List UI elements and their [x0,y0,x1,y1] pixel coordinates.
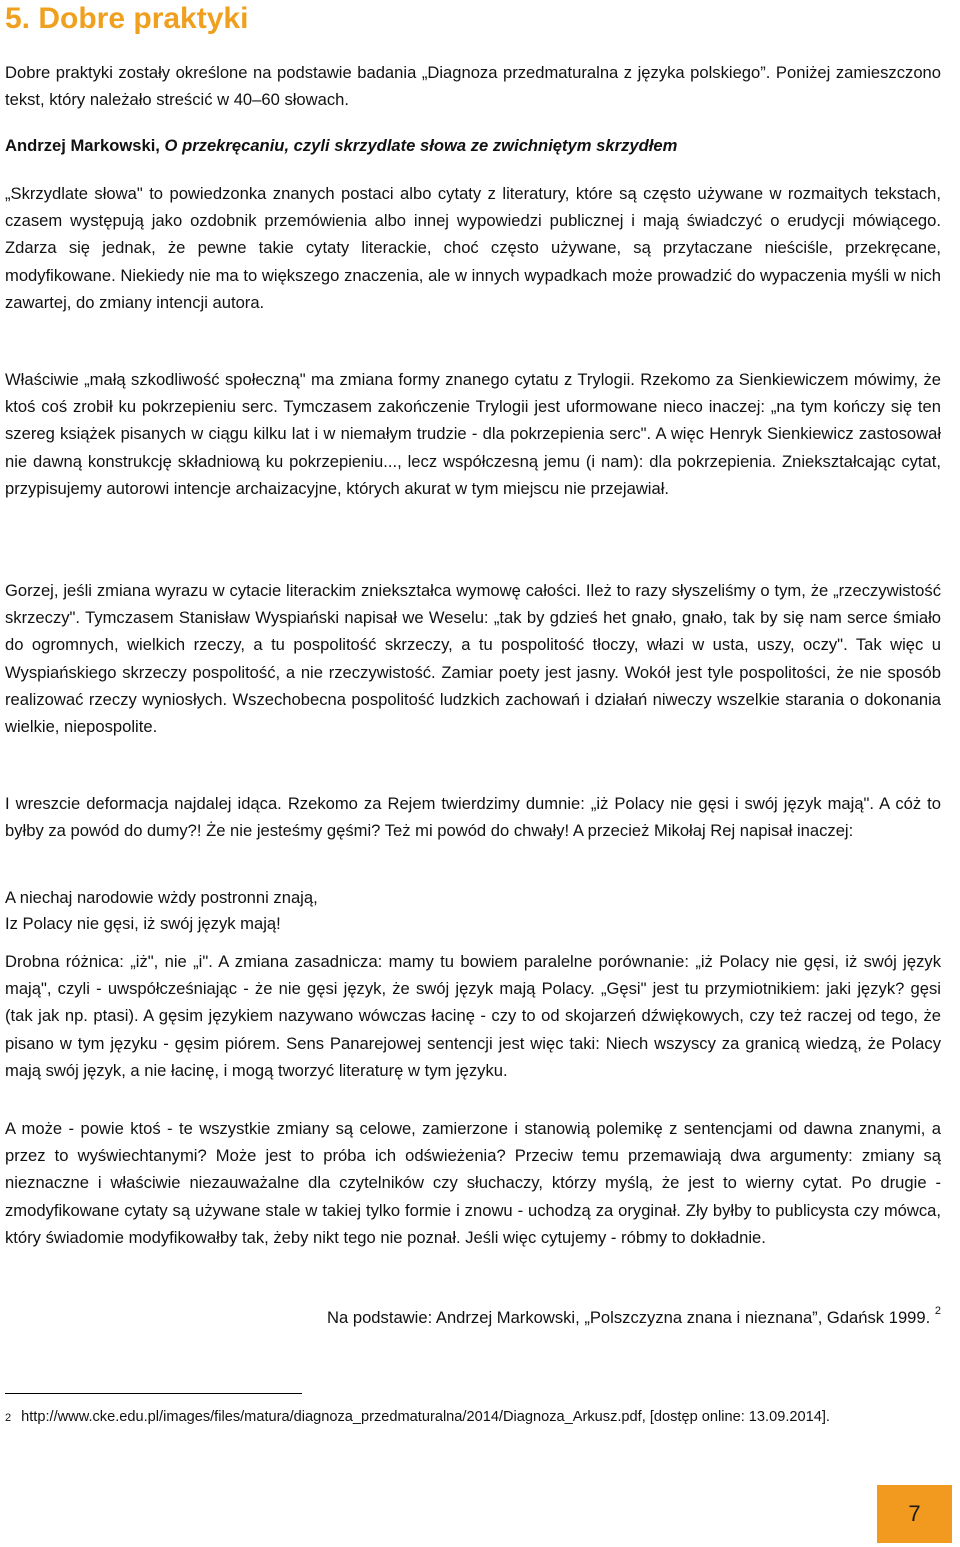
paragraph-2: Właściwie „małą szkodliwość społeczną" ma zmiana formy znanego cytatu z Trylogii. Rzekomo za Sienkiewiczem mówimy, że ktoś coś zrobił ku pokrzepieniu serc. Tymczasem zakończenie Trylogii jest uformowane nieco inaczej: „na tym kończy się ten szereg książek pisanych w ciągu kilku lat i w niemałym trudzie - dla pokrzepienia serc". A więc Henryk Sienkiewicz zastosował nie dawną konstrukcję składniową ku pokrzepieniu..., lecz współczesną jemu (i nam): dla pokrzepienia. Zniekształcając cytat, przypisujemy autorowi intencje archaizacyjne, których akurat w tym miejscu nie przejawiał. [5,370,941,498]
footnote-text: http://www.cke.edu.pl/images/files/matura/diagnoza_przedmaturalna/2014/Diagnoza_Arkusz.pdf, [dostęp online: 13.09.2014]. [21,1409,830,1425]
article-author: Andrzej Markowski, [5,136,160,155]
paragraph-1: „Skrzydlate słowa" to powiedzonka znanych postaci albo cytaty z literatury, które są często używane w rozmaitych tekstach, czasem występują jako ozdobnik przemówienia albo innej wypowiedzi publicznej i mają świadczyć o erudycji mówiącego. Zdarza się jednak, że pewne takie cytaty literackie, choć często używane, są przytaczane nieściśle, przekręcane, modyfikowane. Niekiedy nie ma to większego znaczenia, ale w innych wypadkach może prowadzić do wypaczenia myśli w nich zawartej, do zmiany intencji autora. [5,184,941,312]
paragraph-4: I wreszcie deformacja najdalej idąca. Rzekomo za Rejem twierdzimy dumnie: „iż Polacy nie gęsi i swój język mają". A cóż to byłby za powód do dumy?! Że nie jesteśmy gęśmi? Też mi powód do chwały! A przecież Mikołaj Rej napisał inaczej: [5,794,941,841]
source-text: Na podstawie: Andrzej Markowski, „Polszczyzna znana i nieznana”, Gdańsk 1999. [327,1308,931,1327]
footnote-divider [5,1393,302,1394]
section-heading: 5. Dobre praktyki [5,2,249,35]
verse-line-2: Iz Polacy nie gęsi, iż swój język mają! [5,914,281,933]
page-number-badge [877,1485,952,1543]
article-title: O przekręcaniu, czyli skrzydlate słowa ze zwichniętym skrzydłem [164,136,678,155]
source-citation [5,1304,941,1331]
footnote-number: 2 [5,1412,12,1424]
footnote [5,1407,941,1429]
footnote-ref: 2 [934,1305,941,1317]
page-number: 7 [908,1501,921,1526]
article-title-line [5,132,941,159]
paragraph-3: Gorzej, jeśli zmiana wyrazu w cytacie literackim zniekształca wymowę całości. Ileż to razy słyszeliśmy o tym, że „rzeczywistość skrzeczy". Tymczasem Stanisław Wyspiański napisał we Weselu: „tak by gdzieś het gnało, gnało, tak by się nam serce śmiało do ogromnych, wielkich rzeczy, a tu pospolitość skrzeczy, a tu pospolitość tłoczy, włazi w usta, uszy, oczy". Tak więc u Wyspiańskiego skrzeczy pospolitość, a nie rzeczywistość. Zamiar poety jest jasny. Wokół jest tyle pospolitości, że nie sposób realizować rzeczy wyniosłych. Wszechobecna pospolitość ludzkich zachowań i działań niweczy wszelkie starania o dokonania wielkie, niepospolite. [5,581,941,737]
paragraph-6: A może - powie ktoś - te wszystkie zmiany są celowe, zamierzone i stanowią polemikę z sentencjami od dawna znanymi, a przez to wyświechtanymi? Może jest to próba ich odświeżenia? Przeciw temu przemawiają dwa argumenty: zmiany są nieznaczne i właściwie niezauważalne dla czytelników czy słuchaczy, którzy myślą, że jest to wierny cytat. Po drugie - zmodyfikowane cytaty są używane stale w takiej tylko formie i znowu - uchodzą za oryginał. Zły byłby to publicysta czy mówca, który świadomie modyfikowałby tak, żeby nikt tego nie poznał. Jeśli więc cytujemy - róbmy to dokładnie. [5,1119,941,1247]
verse-line-1: A niechaj narodowie wżdy postronni znają, [5,888,318,907]
intro-paragraph: Dobre praktyki zostały określone na podstawie badania „Diagnoza przedmaturalna z języka polskiego”. Poniżej zamieszczono tekst, który należało streścić w 40–60 słowach. [5,63,941,110]
paragraph-5: Drobna różnica: „iż", nie „i". A zmiana zasadnicza: mamy tu bowiem paralelne porównanie: „iż Polacy nie gęsi, iż swój język mają", czyli - uwspółcześniając - że nie gęsi język, że swój język mają Polacy. „Gęsi" jest tu przymiotnikiem: jaki język? gęsi (tak jak np. ptasi). A gęsim językiem nazywano wówczas łacinę - czy to od skojarzeń dźwiękowych, czy też raczej od tego, że pisano w tym języku - gęsim piórem. Sens Panarejowej sentencji jest więc taki: Niech wszyscy za granicą wiedzą, że Polacy mają swój język, a nie łacinę, i mogą tworzyć literaturę w tym języku. [5,952,941,1080]
